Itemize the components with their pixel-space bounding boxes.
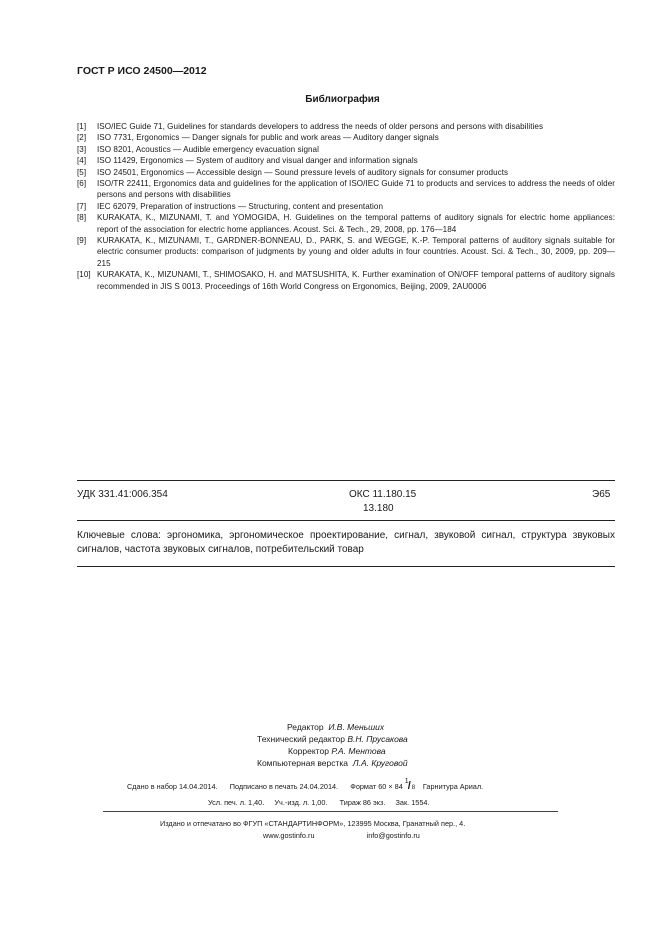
reference-number: [2] (77, 133, 87, 143)
section-title: Библиография (305, 94, 380, 105)
reference-item (77, 201, 615, 212)
website-link[interactable]: www.gostinfo.ru (263, 831, 315, 840)
reference-text: ISO/IEC Guide 71, Guidelines for standards developers to address the needs of older persons and persons with disabilities (97, 122, 544, 131)
reference-item (77, 178, 615, 201)
reference-number: [4] (77, 156, 87, 166)
credit-tech-editor: Технический редактор В.Н. Прусакова (257, 734, 408, 744)
reference-item (77, 121, 615, 132)
reference-number: [6] (77, 179, 87, 189)
reference-number: [5] (77, 167, 87, 177)
reference-number: [7] (77, 201, 87, 211)
reference-item (77, 212, 615, 235)
reference-text: KURAKATA, K., MIZUNAMI, T., GARDNER-BONNEAU, D., PARK, S. and WEGGE, K.-P. Temporal patterns of auditory signals suitable for electric consumer products: comparison of judgments by young and older adults in four countries. Acoust. Sci. & Tech., 30, 2009, pp. 209—215 (97, 236, 615, 268)
format-fraction: 1 / 8 (404, 778, 416, 793)
reference-item (77, 235, 615, 269)
credit-layout: Компьютерная верстка Л.А. Круговой (257, 758, 408, 768)
reference-number: [3] (77, 144, 87, 154)
publisher-line: Издано и отпечатано во ФГУП «СТАНДАРТИНФОРМ», 123995 Москва, Гранатный пер., 4. (160, 819, 466, 828)
reference-text: KURAKATA, K., MIZUNAMI, T., SHIMOSAKO, H. and MATSUSHITA, K. Further examination of ON/OFF temporal patterns of auditory signals recommended in JIS S 0013. Proceedings of 16th World Congress on Ergonomics, Beijing, 2009, 2AU0006 (97, 270, 615, 291)
bibliography-list (77, 121, 615, 292)
reference-text: ISO 8201, Acoustics — Audible emergency evacuation signal (97, 144, 319, 154)
udk-code: УДК 331.41:006.354 (77, 489, 168, 500)
reference-item (77, 155, 615, 166)
reference-number: [8] (77, 213, 87, 223)
reference-text: ISO/TR 22411, Ergonomics data and guidelines for the application of ISO/IEC Guide 71 to products and services to address the needs of older persons and persons with disabilities (97, 179, 615, 200)
keywords: Ключевые слова: эргономика, эргономическое проектирование, сигнал, звуковой сигнал, структура звуковых сигналов, частота звуковых сигналов, потребительский товар (77, 530, 615, 555)
reference-number: [1] (77, 122, 87, 131)
reference-text: IEC 62079, Preparation of instructions — Structuring, content and presentation (97, 201, 383, 211)
reference-item (77, 167, 615, 178)
reference-item (77, 144, 615, 155)
imprint-divider (103, 811, 558, 812)
reference-text: KURAKATA, K., MIZUNAMI, T. and YOMOGIDA, H. Guidelines on the temporal patterns of auditory signals for electric home appliances: report of the association for electric home appliances. Acoust. Sci. & Tech., 29, 2008, pp. 176—184 (97, 213, 615, 234)
publisher-contacts (263, 831, 420, 840)
credit-corrector: Корректор Р.А. Ментова (288, 746, 386, 756)
imprint-line-1: Сдано в набор 14.04.2014. Подписано в печать 24.04.2014. Формат 60 × 84 1 / 8 Гарнитура Ариал. (127, 778, 484, 793)
oks-code: ОКС 11.180.15 13.180 (349, 489, 417, 514)
email-link[interactable]: info@gostinfo.ru (366, 831, 420, 840)
reference-item (77, 269, 615, 292)
imprint-line-2: Усл. печ. л. 1,40. Уч.-изд. л. 1,00. Тираж 86 экз. Зак. 1554. (208, 798, 430, 807)
classification-code: Э65 (592, 489, 611, 500)
reference-text: ISO 11429, Ergonomics — System of auditory and visual danger and information signals (97, 156, 418, 166)
divider-bottom (77, 566, 615, 567)
reference-item (77, 132, 615, 143)
reference-text: ISO 7731, Ergonomics — Danger signals for public and work areas — Auditory danger signals (97, 133, 439, 143)
reference-number: [9] (77, 236, 87, 246)
divider-middle (77, 520, 615, 521)
reference-number: [10] (77, 270, 91, 280)
document-id: ГОСТ Р ИСО 24500—2012 (77, 65, 207, 77)
divider-top (77, 480, 615, 481)
reference-text: ISO 24501, Ergonomics — Accessible design — Sound pressure levels of auditory signals for consumer products (97, 167, 509, 177)
credit-editor: Редактор И.В. Меньших (287, 722, 385, 732)
